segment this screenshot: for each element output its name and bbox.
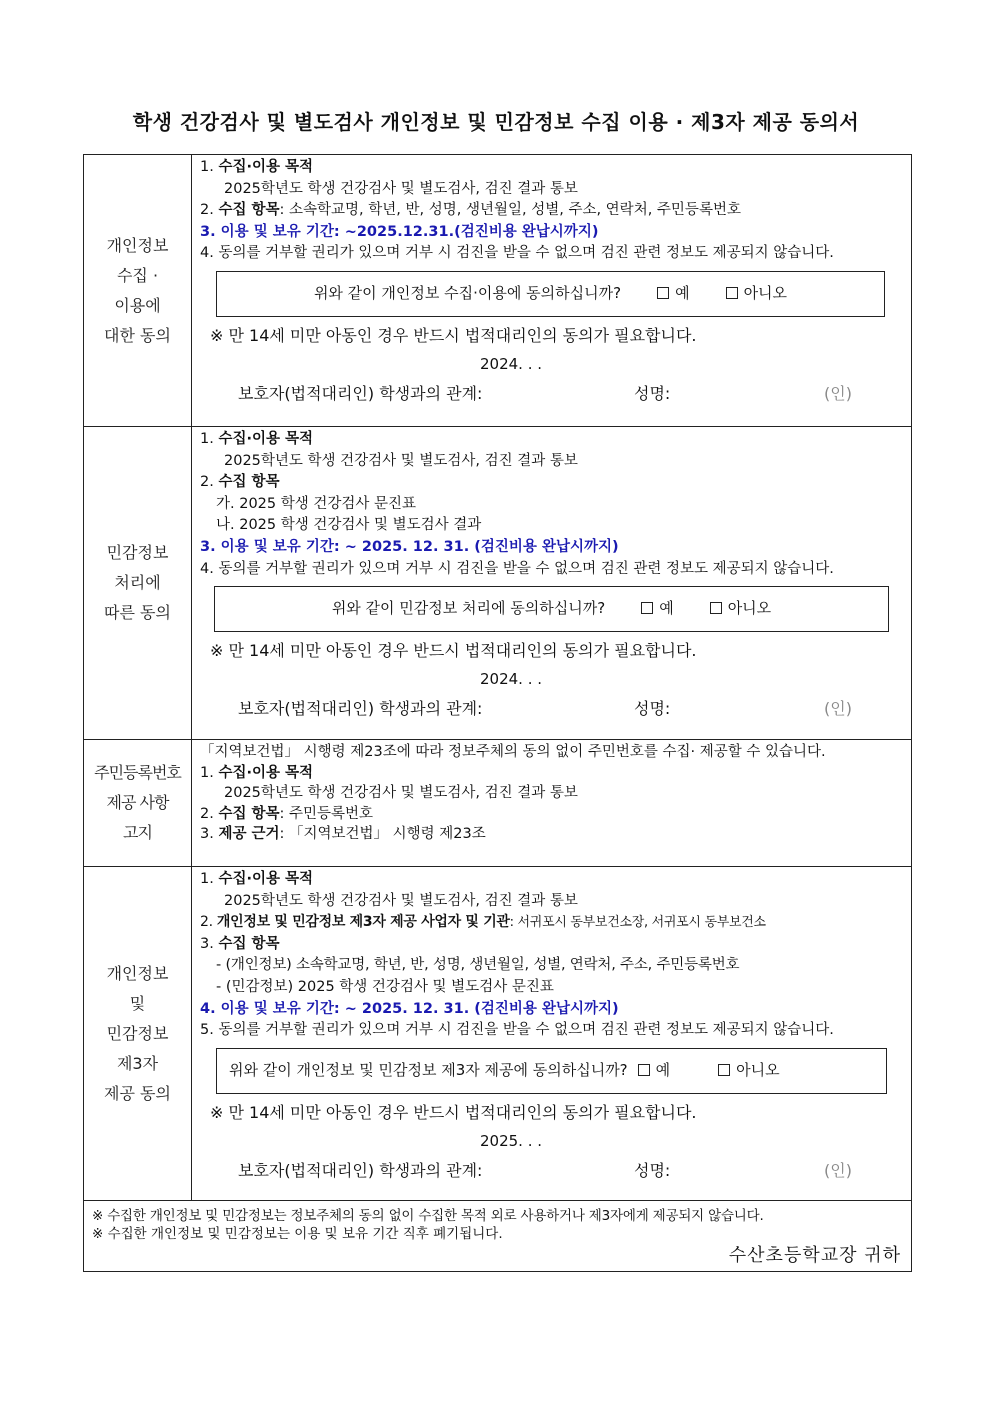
- item-a: 가. 2025 학생 건강검사 문진표: [216, 495, 417, 512]
- seal-mark[interactable]: (인): [824, 699, 852, 719]
- consent-question-box: [216, 271, 885, 317]
- label-line: 처리에: [114, 573, 161, 592]
- label-line: 및: [129, 993, 146, 1013]
- guardian-relation-field[interactable]: 보호자(법적대리인) 학생과의 관계:: [238, 383, 483, 403]
- purpose-text: 2025학년도 학생 건강검사 및 별도검사, 검진 결과 통보: [224, 892, 578, 909]
- name-field[interactable]: 성명:: [634, 383, 671, 403]
- consent-question: 위와 같이 개인정보 및 민감정보 제3자 제공에 동의하십니까?: [229, 1060, 628, 1079]
- section-rrn-notice: [84, 740, 912, 867]
- section-label: [84, 155, 192, 427]
- consent-question: 위와 같이 개인정보 수집·이용에 동의하십니까?: [313, 284, 622, 303]
- footer-note: ※ 수집한 개인정보 및 민감정보는 이용 및 보유 기간 직후 폐기됩니다.: [92, 1226, 503, 1242]
- consent-question-box: [214, 586, 889, 632]
- yes-checkbox[interactable]: 예: [657, 283, 690, 305]
- signature-line: [200, 694, 903, 724]
- label-line: 개인정보: [106, 963, 169, 983]
- label-line: 제공 동의: [104, 1083, 171, 1103]
- yes-checkbox[interactable]: 예: [641, 598, 674, 620]
- guardian-relation-field[interactable]: 보호자(법적대리인) 학생과의 관계:: [238, 699, 483, 719]
- checkbox-icon: [710, 602, 722, 614]
- items-line: 2. 수집 항목: 주민등록번호: [200, 805, 374, 822]
- label-line: 민감정보: [106, 543, 169, 562]
- provider-line: 2. 개인정보 및 민감정보 제3자 제공 사업자 및 기관: 서귀포시 동부보건소장, 서귀포시 동부보건소: [200, 914, 766, 931]
- purpose-text: 2025학년도 학생 건강검사 및 별도검사, 검진 결과 통보: [224, 180, 578, 197]
- footer-cell: [84, 1201, 912, 1272]
- purpose-line: 1. 수집·이용 목적: [200, 764, 314, 781]
- minor-note: ※ 만 14세 미만 아동인 경우 반드시 법적대리인의 동의가 필요합니다.: [210, 1102, 697, 1122]
- items-line: 2. 수집 항목: [200, 474, 280, 491]
- consent-form-table: [83, 154, 912, 1272]
- no-checkbox[interactable]: 아니오: [726, 283, 787, 305]
- no-checkbox[interactable]: 아니오: [718, 1060, 779, 1082]
- seal-mark[interactable]: (인): [824, 1160, 852, 1180]
- date-line[interactable]: 2024. . .: [480, 670, 543, 689]
- name-field[interactable]: 성명:: [634, 699, 671, 719]
- checkbox-icon: [641, 602, 653, 614]
- signature-line: [200, 1156, 903, 1186]
- refuse-line: 5. 동의를 거부할 권리가 있으며 거부 시 검진을 받을 수 없으며 검진 관련 정보도 제공되지 않습니다.: [200, 1022, 834, 1039]
- label-line: 수집 ·: [116, 265, 159, 285]
- section-third-party: [84, 867, 912, 1201]
- label-line: 민감정보: [106, 1023, 169, 1043]
- refuse-line: 4. 동의를 거부할 권리가 있으며 거부 시 검진을 받을 수 없으며 검진 관련 정보도 제공되지 않습니다.: [200, 245, 834, 262]
- label-line: 고지: [123, 823, 152, 842]
- purpose-line: 1. 수집·이용 목적: [200, 159, 314, 175]
- label-line: 이용에: [114, 295, 161, 315]
- label-line: 주민등록번호: [94, 763, 181, 782]
- checkbox-icon: [638, 1064, 650, 1076]
- period-line: 3. 이용 및 보유 기간: ~2025.12.31.(검진비용 완납시까지): [200, 223, 599, 240]
- minor-note: ※ 만 14세 미만 아동인 경우 반드시 법적대리인의 동의가 필요합니다.: [210, 325, 697, 345]
- yes-checkbox[interactable]: 예: [638, 1060, 671, 1082]
- purpose-text: 2025학년도 학생 건강검사 및 별도검사, 검진 결과 통보: [224, 785, 578, 801]
- basis-line: 3. 제공 근거: 「지역보건법」 시행령 제23조: [200, 826, 486, 842]
- signature-line: [200, 379, 903, 409]
- items-line: 2. 수집 항목: 소속학교명, 학년, 반, 성명, 생년월일, 성별, 주소, 연락처, 주민등록번호: [200, 202, 741, 219]
- guardian-relation-field[interactable]: 보호자(법적대리인) 학생과의 관계:: [238, 1160, 483, 1180]
- section-body: [192, 867, 912, 1201]
- date-line[interactable]: 2025. . .: [480, 1131, 543, 1150]
- no-checkbox[interactable]: 아니오: [710, 598, 771, 620]
- minor-note: ※ 만 14세 미만 아동인 경우 반드시 법적대리인의 동의가 필요합니다.: [210, 641, 697, 661]
- label-line: 대한 동의: [104, 325, 171, 345]
- checkbox-icon: [726, 287, 738, 299]
- item-b: 나. 2025 학생 건강검사 및 별도검사 결과: [216, 517, 482, 534]
- checkbox-icon: [718, 1064, 730, 1076]
- items-line: 3. 수집 항목: [200, 935, 280, 952]
- item-a: - (개인정보) 소속학교명, 학년, 반, 성명, 생년월일, 성별, 연락처, 주소, 주민등록번호: [216, 957, 740, 974]
- label-line: 제3자: [116, 1053, 159, 1073]
- checkbox-icon: [657, 287, 669, 299]
- section-sensitive: [84, 427, 912, 740]
- purpose-line: 1. 수집·이용 목적: [200, 871, 314, 887]
- footer-note: ※ 수집한 개인정보 및 민감정보는 정보주체의 동의 없이 수집한 목적 외로 사용하거나 제3자에게 제공되지 않습니다.: [92, 1208, 764, 1224]
- footer-row: [84, 1201, 912, 1272]
- name-field[interactable]: 성명:: [634, 1160, 671, 1180]
- section-body: [192, 427, 912, 740]
- section-body: [192, 740, 912, 867]
- section-body: [192, 155, 912, 427]
- section-label: [84, 740, 192, 867]
- date-line[interactable]: 2024. . .: [480, 354, 543, 373]
- seal-mark[interactable]: (인): [824, 383, 852, 403]
- section-label: [84, 867, 192, 1201]
- consent-question: 위와 같이 민감정보 처리에 동의하십니까?: [331, 599, 606, 618]
- document-title: 학생 건강검사 및 별도검사 개인정보 및 민감정보 수집 이용 · 제3자 제공 동의서: [132, 110, 860, 134]
- period-line: 3. 이용 및 보유 기간: ~ 2025. 12. 31. (검진비용 완납시까지): [200, 538, 619, 555]
- consent-question-box: [216, 1048, 887, 1094]
- refuse-line: 4. 동의를 거부할 권리가 있으며 거부 시 검진을 받을 수 없으며 검진 관련 정보도 제공되지 않습니다.: [200, 560, 834, 577]
- section-personal: [84, 155, 912, 427]
- rrn-intro: 「지역보건법」 시행령 제23조에 따라 정보주체의 동의 없이 주민번호를 수집· 제공할 수 있습니다.: [200, 744, 826, 760]
- label-line: 제공 사항: [106, 793, 169, 812]
- section-label: [84, 427, 192, 740]
- label-line: 따른 동의: [104, 603, 171, 622]
- item-b: - (민감정보) 2025 학생 건강검사 및 별도검사 문진표: [216, 978, 554, 995]
- purpose-line: 1. 수집·이용 목적: [200, 431, 314, 447]
- purpose-text: 2025학년도 학생 건강검사 및 별도검사, 검진 결과 통보: [224, 452, 578, 469]
- period-line: 4. 이용 및 보유 기간: ~ 2025. 12. 31. (검진비용 완납시까지): [200, 1000, 619, 1017]
- label-line: 개인정보: [106, 235, 169, 255]
- addressee: 수산초등학교장 귀하: [728, 1245, 901, 1266]
